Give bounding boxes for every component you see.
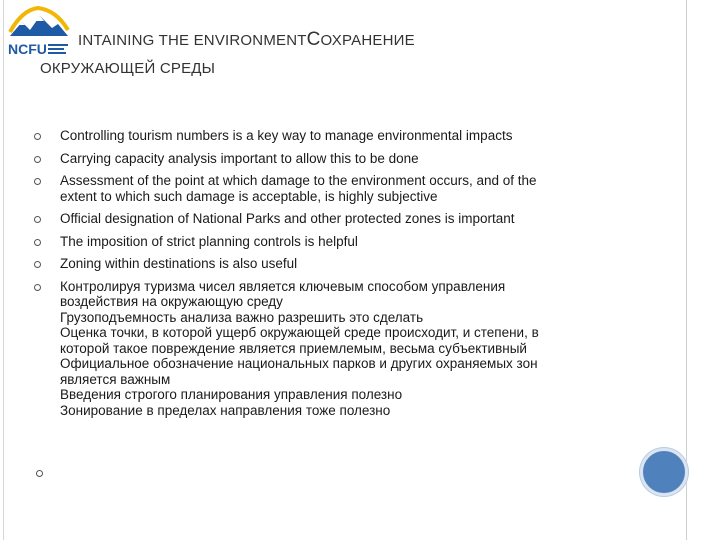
list-item-text: extent to which such damage is acceptable, is highly subjective: [60, 188, 438, 204]
list-item-text: Официальное обозначение национальных парков и других охраняемых зон: [60, 356, 538, 371]
list-item-text: Carrying capacity analysis important to allow this to be done: [60, 150, 419, 166]
bullet-icon: [34, 239, 41, 246]
left-divider: [3, 0, 4, 540]
list-item-text: Зонирование в пределах направления тоже полезно: [60, 402, 391, 418]
list-item-text: воздействия на окружающую среду: [60, 294, 283, 309]
title-line1-en: INTAINING THE ENVIRONMENT: [78, 32, 307, 49]
list-item: [34, 279, 604, 419]
list-item: [34, 234, 604, 250]
bullet-list: [34, 128, 604, 425]
list-item-text: Введения строгого планирования управления полезно: [60, 387, 403, 402]
title-line1-ru: СОХРАНЕНИЕ: [306, 29, 415, 50]
list-item-text: Zoning within destinations is also useful: [60, 256, 298, 271]
bullet-icon: [34, 178, 41, 185]
list-item-text: Грузоподъемность анализа важно разрешить это сделать: [60, 309, 424, 325]
list-item-text: Оценка точки, в которой ущерб окружающей среде происходит, и степени, в: [60, 325, 539, 340]
list-item-text: Controlling tourism numbers is a key way to manage environmental impacts: [60, 128, 513, 143]
empty-bullet: [36, 470, 43, 477]
bullet-icon: [34, 284, 41, 291]
list-item-text: которой такое повреждение является приемлемым, весьма субъективный: [60, 340, 527, 356]
title-line2: ОКРУЖАЮЩЕЙ СРЕДЫ: [40, 60, 216, 77]
list-item: [34, 211, 604, 227]
list-item: [34, 128, 604, 144]
bullet-icon: [34, 156, 41, 163]
list-item-text: Assessment of the point at which damage to the environment occurs, and of the: [60, 173, 537, 188]
list-item-text: Official designation of National Parks and other protected zones is important: [60, 211, 515, 226]
list-item: [34, 256, 604, 272]
list-item-text: The imposition of strict planning controls is helpful: [60, 233, 358, 249]
list-item: [34, 173, 604, 204]
right-divider: [686, 0, 687, 540]
logo-text: NCFU: [8, 41, 47, 57]
bullet-icon: [34, 133, 41, 140]
list-item: [34, 151, 604, 167]
list-item-text: является важным: [60, 371, 171, 387]
list-item-text: Контролируя туризма чисел является ключевым способом управления: [60, 278, 506, 294]
slide-title: [40, 26, 640, 83]
decorative-circle: [640, 448, 688, 496]
bullet-icon: [34, 216, 41, 223]
bullet-icon: [34, 261, 41, 268]
